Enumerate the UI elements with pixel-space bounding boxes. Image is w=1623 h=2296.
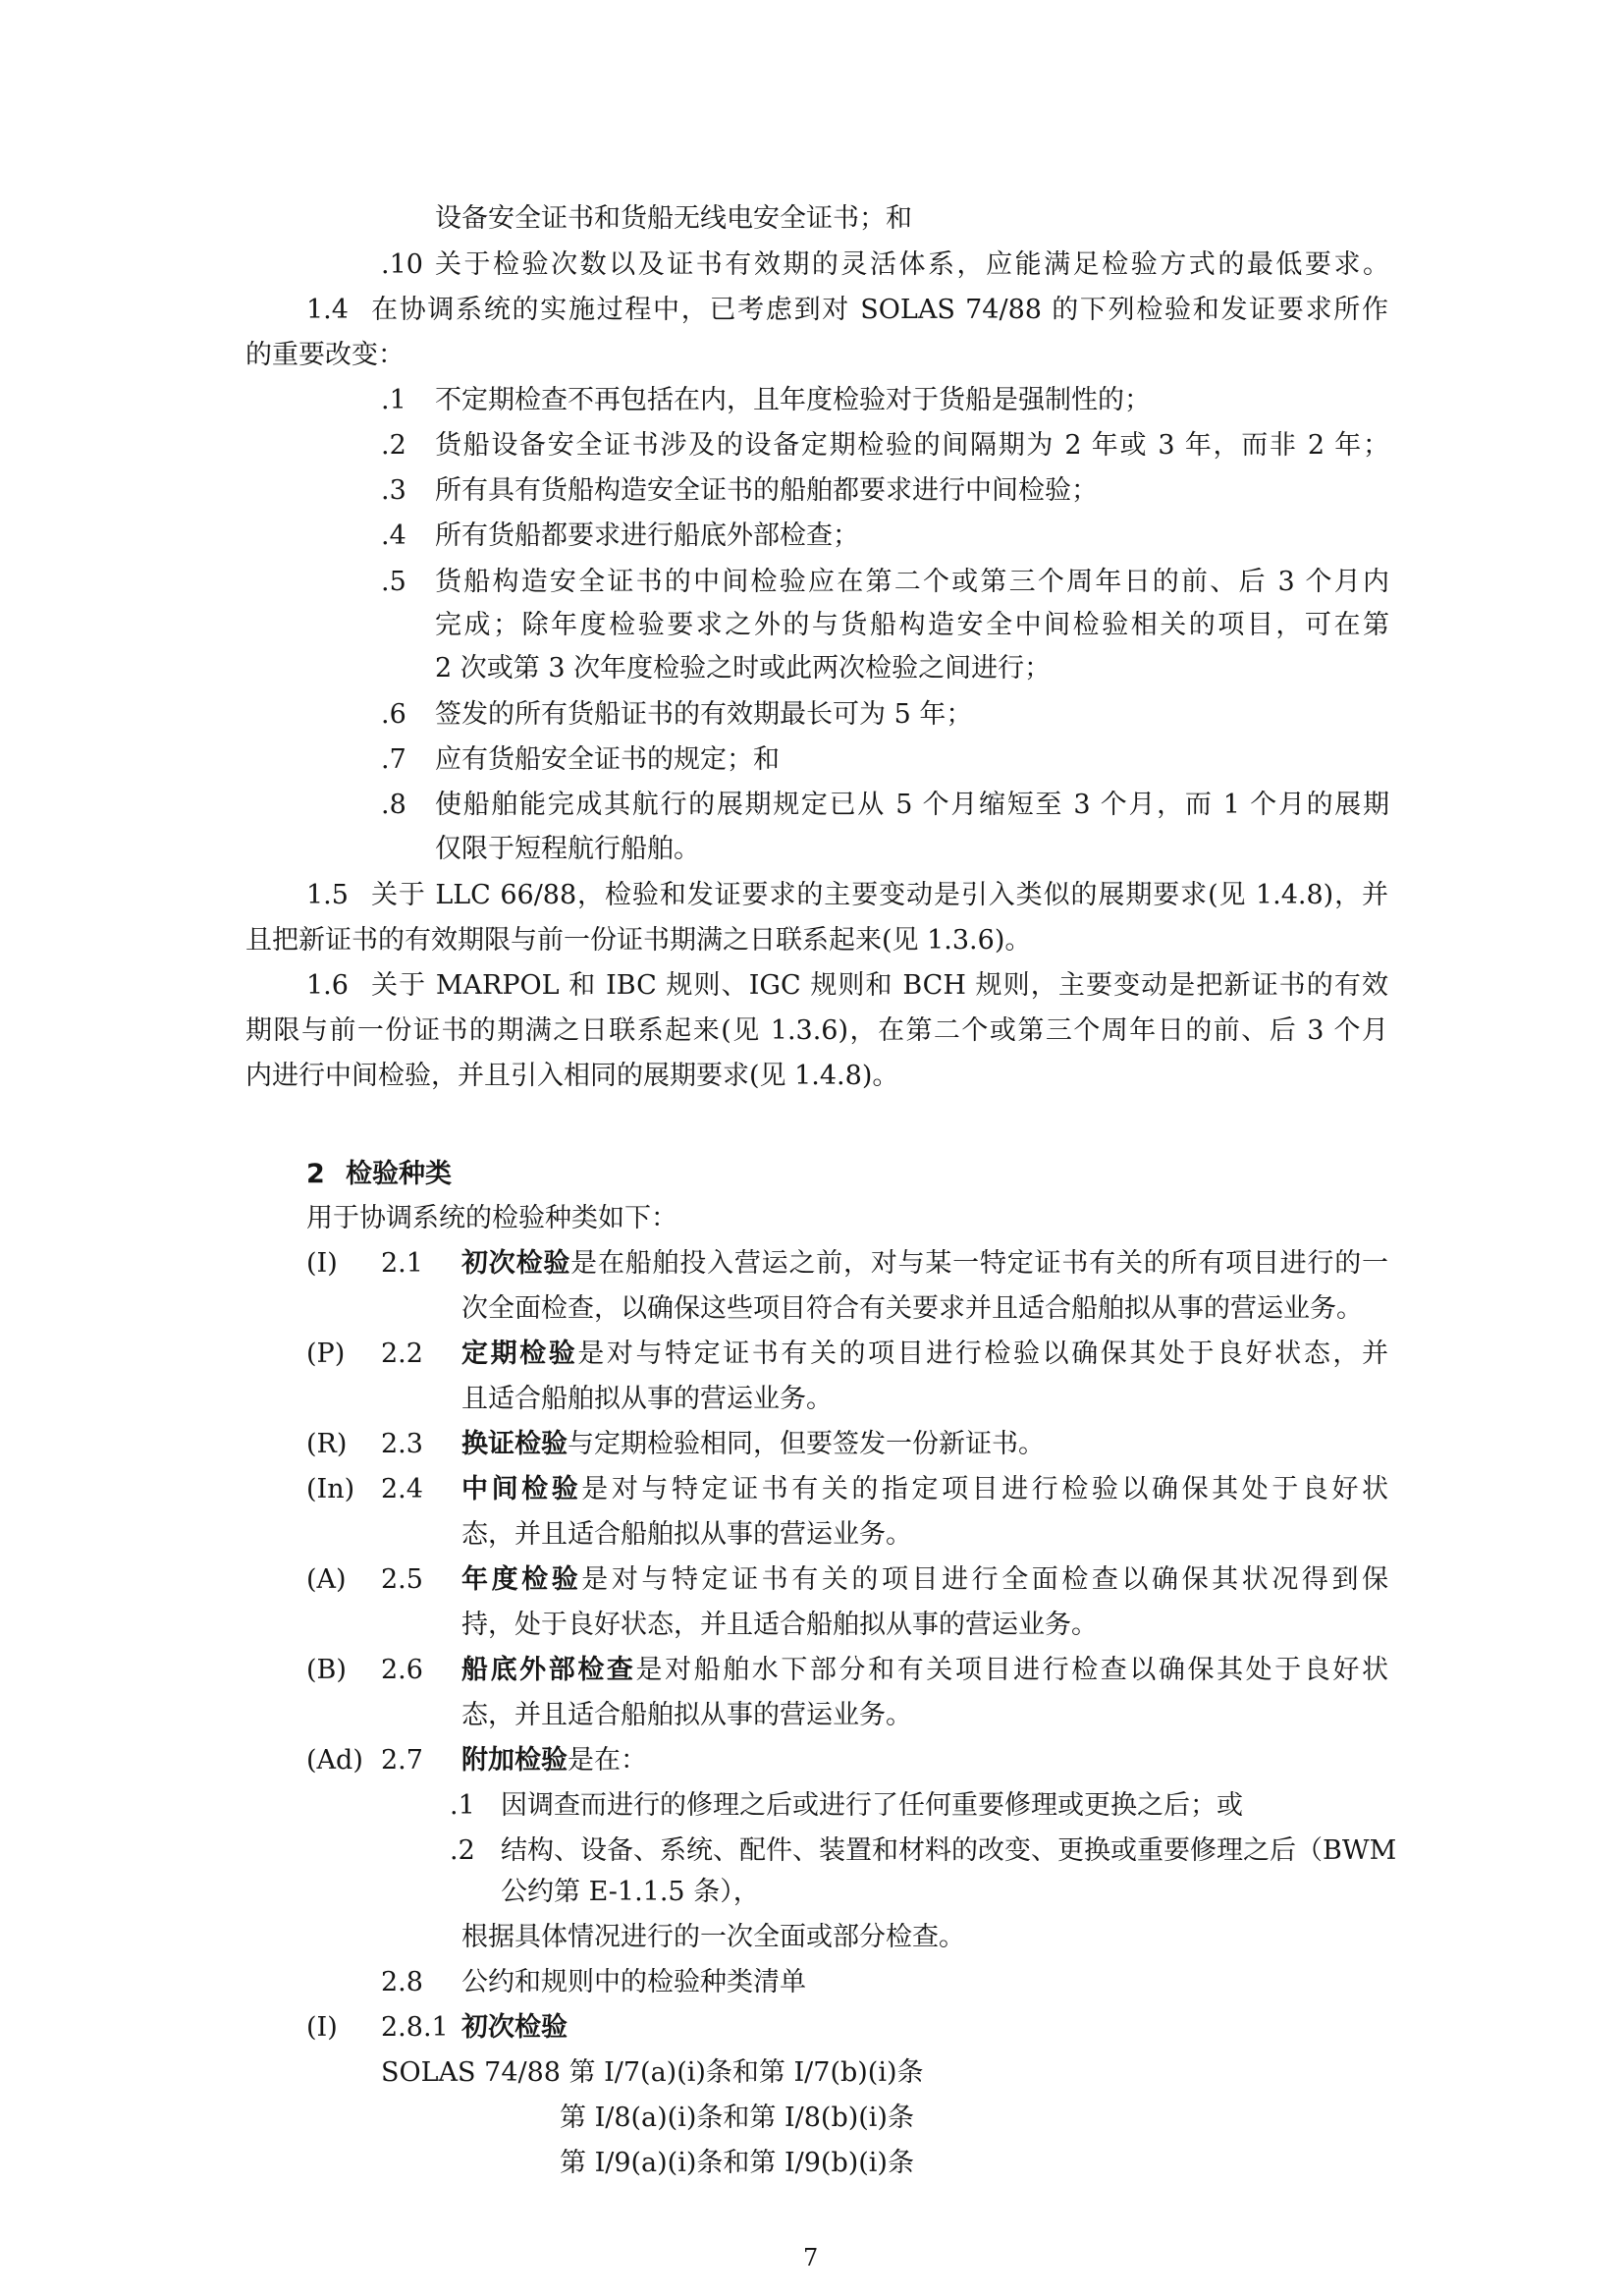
survey-text: 次全面检查，以确保这些项目符合有关要求并且适合船舶拟从事的营运业务。 (461, 1293, 1363, 1324)
section-heading: 检验种类 (346, 1159, 452, 1189)
survey-desc: 是对船舶水下部分和有关项目进行检查以确保其处于良好状 (635, 1655, 1388, 1685)
section-intro: 用于协调系统的检验种类如下： (306, 1203, 677, 1233)
survey-text: 态，并且适合船舶拟从事的营运业务。 (461, 1519, 912, 1550)
paragraph-number: 1.4 (306, 295, 349, 325)
list-item-text: 所有货船都要求进行船底外部检查； (435, 520, 859, 551)
item-number: .10 (381, 249, 423, 280)
survey-number: 2.7 (381, 1745, 423, 1776)
survey-term: 附加检验 (461, 1745, 568, 1776)
paragraph-text: 且把新证书的有效期限与前一份证书期满之日联系起来(见 1.3.6)。 (245, 925, 1032, 956)
survey-text (461, 1244, 1388, 1284)
survey-term: 中间检验 (461, 1474, 582, 1504)
list-item-text: 货船构造安全证书的中间检验应在第二个或第三个周年日的前、后 3 个月内 (435, 567, 1389, 597)
survey-code: (B) (306, 1655, 347, 1685)
paragraph-text: 关于 LLC 66/88，检验和发证要求的主要变动是引入类似的展期要求(见 1.4.8)，并 (371, 880, 1388, 910)
survey-desc: 是对与特定证书有关的指定项目进行检验以确保其处于良好状 (581, 1474, 1389, 1504)
paragraph-text: 内进行中间检验，并且引入相同的展期要求(见 1.4.8)。 (245, 1061, 899, 1091)
regulation-reference: 第 I/9(a)(i)条和第 I/9(b)(i)条 (560, 2148, 914, 2178)
survey-desc: 是在： (568, 1745, 647, 1776)
paragraph-number: 1.5 (306, 880, 349, 910)
section-number: 2 (306, 1159, 325, 1189)
sub-item-text: 结构、设备、系统、配件、装置和材料的改变、更换或重要修理之后（BWM (501, 1835, 1397, 1866)
item-text: 关于检验次数以及证书有效期的灵活体系，应能满足检验方式的最低要求。 (435, 249, 1389, 280)
list-item-text: 货船设备安全证书涉及的设备定期检验的间隔期为 2 年或 3 年，而非 2 年； (435, 430, 1389, 461)
survey-term: 定期检验 (461, 1339, 578, 1369)
list-item-text: 签发的所有货船证书的有效期最长可为 5 年； (435, 699, 973, 730)
survey-term: 船底外部检查 (461, 1655, 636, 1685)
survey-term: 初次检验 (461, 1248, 571, 1279)
survey-term: 年度检验 (461, 1564, 582, 1595)
list-item-text: 所有具有货船构造安全证书的船舶都要求进行中间检验； (435, 475, 1098, 506)
survey-code: (A) (306, 1564, 347, 1595)
survey-desc: 是对与特定证书有关的项目进行全面检查以确保其状况得到保 (581, 1564, 1389, 1595)
survey-text (461, 1560, 1388, 1600)
survey-number: 2.6 (381, 1655, 423, 1685)
regulation-reference: 第 I/8(a)(i)条和第 I/8(b)(i)条 (560, 2103, 914, 2133)
survey-number: 2.2 (381, 1339, 423, 1369)
list-item-text: 使船舶能完成其航行的展期规定已从 5 个月缩短至 3 个月，而 1 个月的展期 (435, 790, 1389, 820)
list-item-number: .7 (381, 744, 406, 775)
paragraph-text: 关于 MARPOL 和 IBC 规则、IGC 规则和 BCH 规则，主要变动是把新证书的有效 (371, 970, 1388, 1001)
list-item-number: .1 (381, 385, 406, 415)
regulation-reference: SOLAS 74/88 第 I/7(a)(i)条和第 I/7(b)(i)条 (381, 2057, 924, 2088)
sub-item-number: .2 (450, 1835, 475, 1866)
survey-code: (I) (306, 2012, 338, 2043)
list-item-text: 应有货船安全证书的规定；和 (435, 744, 780, 775)
survey-term: 初次检验 (461, 2012, 568, 2043)
list-item-text: 仅限于短程航行船舶。 (435, 834, 700, 864)
sub-item-text: 公约第 E-1.1.5 条）， (501, 1877, 760, 1907)
survey-text (461, 1651, 1388, 1690)
survey-number: 2.4 (381, 1474, 423, 1504)
list-item-text: 2 次或第 3 次年度检验之时或此两次检验之间进行； (435, 653, 1052, 683)
survey-term: 换证检验 (461, 1429, 568, 1459)
list-item-number: .3 (381, 475, 406, 506)
list-item-number: .2 (381, 430, 406, 461)
survey-code: (R) (306, 1429, 348, 1459)
list-item-number: .4 (381, 520, 406, 551)
survey-text: 且适合船舶拟从事的营运业务。 (461, 1384, 833, 1414)
continuation-line: 设备安全证书和货船无线电安全证书；和 (435, 203, 912, 234)
survey-code: (In) (306, 1474, 355, 1504)
list-item-number: .6 (381, 699, 406, 730)
paragraph-number: 1.6 (306, 970, 349, 1001)
survey-desc: 与定期检验相同，但要签发一份新证书。 (568, 1429, 1045, 1459)
survey-desc: 是在船舶投入营运之前，对与某一特定证书有关的所有项目进行的一 (570, 1248, 1389, 1279)
paragraph-text: 期限与前一份证书的期满之日联系起来(见 1.3.6)，在第二个或第三个周年日的前、后 3 个月 (245, 1015, 1388, 1046)
survey-number: 2.8 (381, 1967, 423, 1997)
survey-code: (I) (306, 1248, 338, 1279)
survey-text (461, 1741, 647, 1780)
survey-number: 2.1 (381, 1248, 423, 1279)
list-item-text: 不定期检查不再包括在内，且年度检验对于货船是强制性的； (435, 385, 1151, 415)
survey-text: 公约和规则中的检验种类清单 (461, 1967, 806, 1997)
survey-number: 2.8.1 (381, 2012, 449, 2043)
page-number: 7 (803, 2244, 819, 2271)
survey-code: (Ad) (306, 1745, 363, 1776)
survey-text (461, 1425, 1045, 1464)
survey-text: 态，并且适合船舶拟从事的营运业务。 (461, 1700, 912, 1730)
list-item-number: .8 (381, 790, 406, 820)
survey-desc: 是对与特定证书有关的项目进行检验以确保其处于良好状态，并 (577, 1339, 1389, 1369)
survey-text (461, 1470, 1388, 1509)
paragraph-text: 的重要改变： (245, 340, 405, 370)
survey-text: 持，处于良好状态，并且适合船舶拟从事的营运业务。 (461, 1610, 1098, 1640)
sub-item-text: 因调查而进行的修理之后或进行了任何重要修理或更换之后；或 (501, 1790, 1243, 1821)
survey-text (461, 1335, 1388, 1374)
paragraph-text: 在协调系统的实施过程中，已考虑到对 SOLAS 74/88 的下列检验和发证要求所作 (371, 295, 1388, 325)
survey-text: 根据具体情况进行的一次全面或部分检查。 (461, 1922, 965, 1952)
survey-number: 2.3 (381, 1429, 423, 1459)
list-item-text: 完成；除年度检验要求之外的与货船构造安全中间检验相关的项目，可在第 (435, 610, 1389, 640)
list-item-number: .5 (381, 567, 406, 597)
survey-number: 2.5 (381, 1564, 423, 1595)
survey-code: (P) (306, 1339, 346, 1369)
sub-item-number: .1 (450, 1790, 475, 1821)
